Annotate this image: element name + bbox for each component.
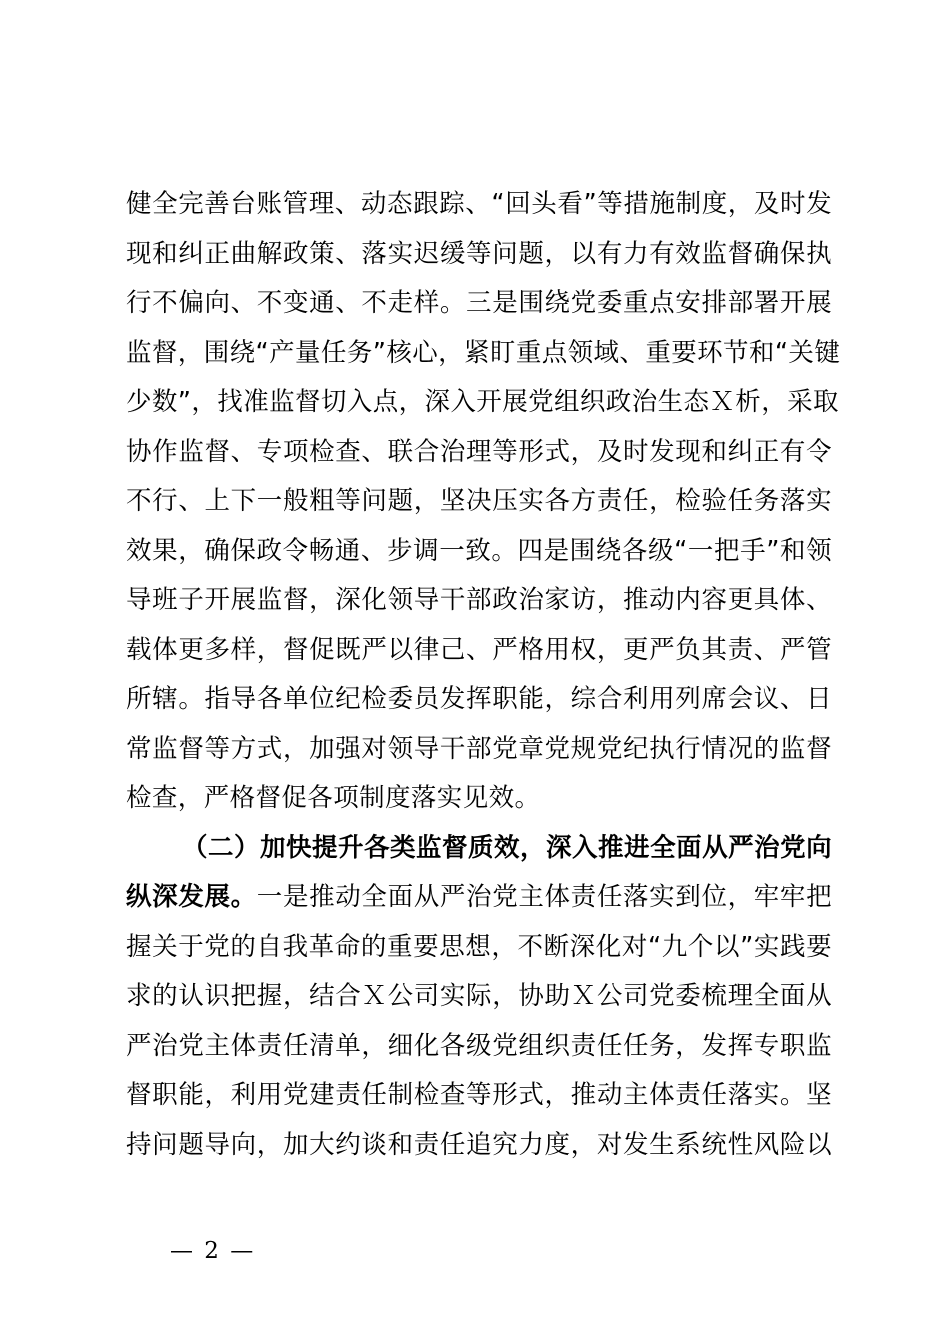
- text-line: 监督，围绕“产量任务”核心，紧盯重点领域、重要环节和“关键: [126, 337, 841, 368]
- text-line: 常监督等方式，加强对领导干部党章党规党纪执行情况的监督: [126, 733, 832, 764]
- text-line: 握关于党的自我革命的重要思想，不断深化对“九个以”实践要: [126, 931, 832, 962]
- text-line: 不行、上下一般粗等问题，坚决压实各方责任，检验任务落实: [126, 486, 832, 516]
- section-heading-text: （二）加快提升各类监督质效，深入推进全面从严治党向: [182, 832, 832, 863]
- text-segment: 一是推动全面从严治党主体责任落实到位，牢牢把: [256, 882, 832, 912]
- text-line: 导班子开展监督，深化领导干部政治家访，推动内容更具体、: [126, 585, 832, 615]
- text-line: 行不偏向、不变通、不走样。三是围绕党委重点安排部署开展: [126, 288, 832, 318]
- text-line: [126, 873, 832, 923]
- section-heading: [126, 824, 832, 874]
- document-body: [126, 180, 841, 1170]
- section-heading-text: 纵深发展。: [126, 882, 257, 912]
- text-line: 现和纠正曲解政策、落实迟缓等问题，以有力有效监督确保执: [126, 238, 832, 269]
- text-line: 效果，确保政令畅通、步调一致。四是围绕各级“一把手”和领: [126, 535, 832, 566]
- text-line: 协作监督、专项检查、联合治理等形式，及时发现和纠正有令: [126, 436, 832, 467]
- text-line: 督职能，利用党建责任制检查等形式，推动主体责任落实。坚: [126, 1080, 832, 1110]
- text-line: 持问题导向，加大约谈和责任追究力度，对发生系统性风险以: [126, 1129, 832, 1160]
- text-line: 载体更多样，督促既严以律己、严格用权，更严负其责、严管: [126, 634, 832, 665]
- text-line: 少数”，找准监督切入点，深入开展党组织政治生态Ｘ析，采取: [126, 387, 839, 417]
- text-line: 检查，严格督促各项制度落实见效。: [126, 783, 541, 813]
- text-line: 健全完善台账管理、动态跟踪、“回头看”等措施制度，及时发: [126, 189, 832, 219]
- text-line: 所辖。指导各单位纪检委员发挥职能，综合利用列席会议、日: [126, 684, 832, 714]
- text-line: 求的认识把握，结合Ｘ公司实际，协助Ｘ公司党委梳理全面从: [126, 981, 832, 1011]
- text-line: 严治党主体责任清单，细化各级党组织责任任务，发挥专职监: [126, 1030, 832, 1061]
- page-number: — 2 —: [170, 1238, 256, 1264]
